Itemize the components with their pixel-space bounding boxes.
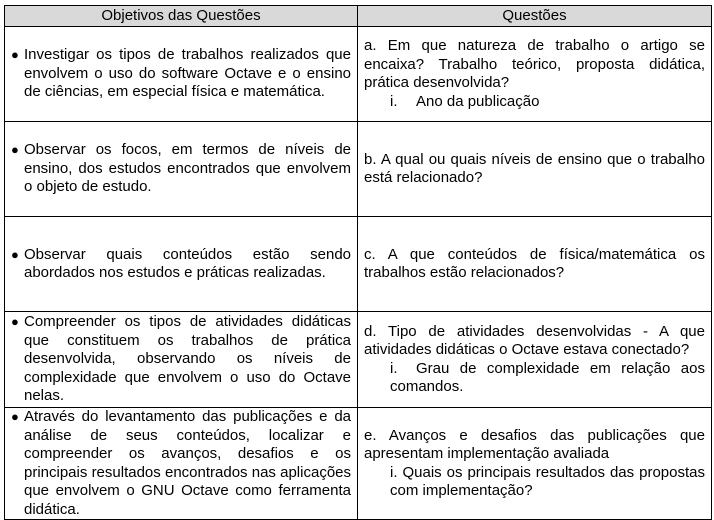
objective-text: Investigar os tipos de trabalhos realizados que envolvem o uso do software Octave e o ensino de ciências, em especial física e matemática. [24,46,351,101]
table-row [5,122,712,217]
question-cell [358,408,712,520]
objective-text: Compreender os tipos de atividades didáticas que constituem os trabalhos de prática desenvolvida, observando os níveis de complexidade que envolvem o uso do Octave nelas. [24,313,351,405]
sub-question [364,464,705,501]
objective-text: Observar quais conteúdos estão sendo abordados nos estudos e práticas realizadas. [24,245,351,281]
table-row [5,27,712,122]
objective-text: Observar os focos, em termos de níveis de ensino, dos estudos encontrados que envolvem o objeto de estudo. [24,141,351,196]
question-text: e. Avanços e desafios das publicações que apresentam implementação avaliada [364,426,705,462]
bullet-icon: ● [11,246,19,262]
objective-cell [5,408,358,520]
question-text: c. A que conteúdos de física/matemática os trabalhos estão relacionados? [364,245,705,281]
table-row [5,217,712,312]
bullet-icon: ● [11,314,19,330]
objective-cell [5,312,358,408]
question-cell [358,217,712,312]
objective-cell [5,122,358,217]
header-row [5,6,712,27]
sub-number: i. [390,92,398,110]
header-questions: Questões [358,6,712,27]
sub-text: Ano da publicação [416,92,540,110]
bullet-icon: ● [11,409,19,424]
objective-text: Através do levantamento das publicações e da análise de seus conteúdos, localizar e compreender os avanços, desafios e os principais resultados encontrados nas aplicações que envolvem o GNU Octave como ferramenta didática. [24,408,351,518]
bullet-icon: ● [11,47,19,63]
sub-text: Quais os principais resultados das propostas com implementação? [390,463,705,499]
header-objectives: Objetivos das Questões [5,6,358,27]
question-text: b. A qual ou quais níveis de ensino que o trabalho está relacionado? [364,150,705,186]
sub-question [364,360,705,397]
sub-number: i. [390,359,398,377]
objective-cell [5,217,358,312]
sub-number: i. [390,463,398,481]
question-cell [358,27,712,122]
sub-question [364,93,705,112]
bullet-icon: ● [11,142,19,158]
sub-text: Grau de complexidade em relação aos comandos. [390,359,705,395]
question-text: d. Tipo de atividades desenvolvidas - A que atividades didáticas o Octave estava conectado? [364,322,705,358]
table-row [5,312,712,408]
objective-cell [5,27,358,122]
objectives-questions-table [4,5,712,520]
table-row [5,408,712,520]
question-cell [358,312,712,408]
question-cell [358,122,712,217]
question-text: a. Em que natureza de trabalho o artigo se encaixa? Trabalho teórico, proposta didática, prática desenvolvida? [364,37,705,91]
